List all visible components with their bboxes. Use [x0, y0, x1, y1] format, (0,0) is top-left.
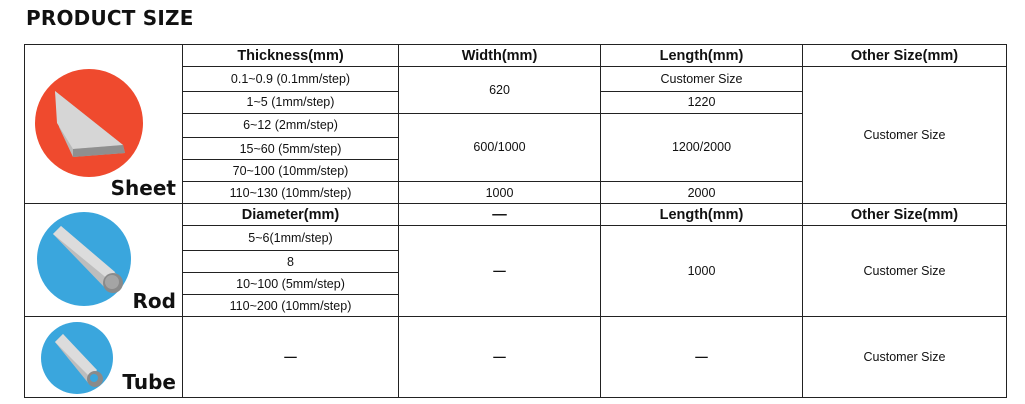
diameter-header: Diameter(mm)	[183, 204, 399, 226]
other-size-header: Other Size(mm)	[803, 45, 1007, 67]
other-size-cell: Customer Size	[803, 317, 1007, 398]
thickness-cell: 110~130 (10mm/step)	[183, 182, 399, 204]
length-header: Length(mm)	[601, 204, 803, 226]
table-row	[25, 45, 1007, 67]
width-cell: 1000	[399, 182, 601, 204]
rod-label: Rod	[132, 289, 176, 313]
thickness-cell: 0.1~0.9 (0.1mm/step)	[183, 67, 399, 92]
tube-label: Tube	[122, 370, 176, 394]
width-header: Width(mm)	[399, 45, 601, 67]
page-title: PRODUCT SIZE	[26, 6, 194, 30]
length-cell: —	[601, 317, 803, 398]
width-cell: 600/1000	[399, 113, 601, 182]
thickness-cell: 70~100 (10mm/step)	[183, 160, 399, 182]
thickness-cell: 1~5 (1mm/step)	[183, 91, 399, 113]
width-cell: 620	[399, 67, 601, 114]
product-size-table	[24, 44, 1007, 398]
other-size-cell: Customer Size	[803, 67, 1007, 204]
length-cell: 1200/2000	[601, 113, 803, 182]
length-cell: 2000	[601, 182, 803, 204]
length-cell: 1000	[601, 226, 803, 317]
rod-image-cell	[25, 204, 183, 317]
diameter-cell: 110~200 (10mm/step)	[183, 295, 399, 317]
length-header: Length(mm)	[601, 45, 803, 67]
diameter-cell: 10~100 (5mm/step)	[183, 273, 399, 295]
width-cell: —	[399, 317, 601, 398]
tube-image-cell	[25, 317, 183, 398]
diameter-cell: 5~6(1mm/step)	[183, 226, 399, 251]
table-row	[25, 317, 1007, 398]
table-row	[25, 204, 1007, 226]
thickness-cell: 6~12 (2mm/step)	[183, 113, 399, 138]
sheet-icon	[33, 67, 145, 179]
diameter-cell: —	[183, 317, 399, 398]
sheet-label: Sheet	[110, 176, 176, 200]
length-cell: Customer Size	[601, 67, 803, 92]
diameter-cell: 8	[183, 251, 399, 273]
other-size-cell: Customer Size	[803, 226, 1007, 317]
other-size-header: Other Size(mm)	[803, 204, 1007, 226]
rod-icon	[35, 210, 133, 308]
sheet-image-cell	[25, 45, 183, 204]
tube-icon	[39, 320, 115, 396]
thickness-header: Thickness(mm)	[183, 45, 399, 67]
width-cell: —	[399, 226, 601, 317]
length-cell: 1220	[601, 91, 803, 113]
width-header: —	[399, 204, 601, 226]
thickness-cell: 15~60 (5mm/step)	[183, 138, 399, 160]
